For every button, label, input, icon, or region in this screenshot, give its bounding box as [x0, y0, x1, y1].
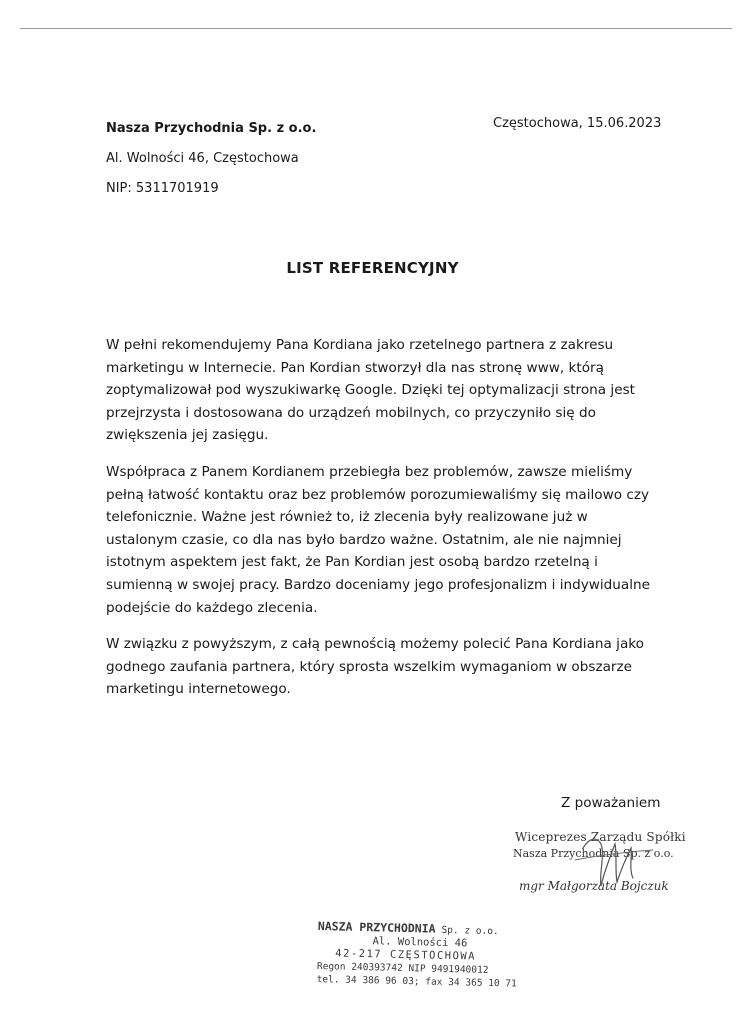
letter-title: LIST REFERENCYJNY — [286, 259, 459, 277]
stamp-street: Al. Wolności 46 — [372, 935, 468, 950]
sender-nip: NIP: 5311701919 — [106, 181, 219, 196]
sender-company: Nasza Przychodnia Sp. z o.o. — [106, 121, 317, 136]
closing-phrase: Z poważaniem — [561, 795, 661, 811]
stamp-signatory-name: mgr Małgorzata Bojczuk — [519, 879, 669, 893]
stamp-name: NASZA PRZYCHODNIA — [317, 919, 436, 936]
paragraph: W pełni rekomendujemy Pana Kordiana jako rzetelnego partnera z zakresu marketingu w Internecie. Pan Kordian stworzył dla nas stronę www, którą zoptymalizował pod wyszukiwarkę Google. Dzięki tej optymalizacji strona jest przejrzysta i dostosowana do urządzeń mobilnych, co przyczyniło się do zwiększenia jej zasięgu. — [106, 337, 635, 444]
handwritten-signature — [555, 830, 665, 895]
scan-edge-line — [20, 28, 732, 29]
place-and-date: Częstochowa, 15.06.2023 — [493, 116, 662, 131]
stamp-suffix: Sp. z o.o. — [441, 924, 499, 938]
company-rubber-stamp — [317, 920, 519, 991]
paragraph: Współpraca z Panem Kordianem przebiegła bez problemów, zawsze mieliśmy pełną łatwość kontaktu oraz bez problemów porozumiewaliśmy się mailowo czy telefonicznie. Ważne jest również to, iż zlecenia były realizowane już w ustalonym czasie, co dla nas było bardzo ważne. Ostatnim, ale nie najmniej istotnym aspektem jest fakt, że Pan Kordian jest osobą bardzo rzetelną i sumienną w swojej pracy. Bardzo doceniamy jego profesjonalizm i indywidualne podejście do każdego zlecenia. — [106, 463, 651, 616]
sender-address: Al. Wolności 46, Częstochowa — [106, 151, 299, 166]
stamp-city: 42-217 CZĘSTOCHOWA — [335, 947, 477, 963]
letter-body — [106, 334, 651, 715]
stamp-ids: Regon 240393742 NIP 9491940012 — [316, 960, 489, 976]
sender-block — [106, 114, 316, 204]
stamp-company-name: Nasza Przychodnia Sp. z o.o. — [513, 847, 674, 860]
stamp-phones: tel. 34 386 96 03; fax 34 365 10 71 — [316, 973, 517, 990]
stamp-position: Wiceprezes Zarządu Spółki — [515, 830, 686, 844]
paragraph: W związku z powyższym, z całą pewnością możemy polecić Pana Kordiana jako godnego zaufania partnera, który sprosta wszelkim wymaganiom w obszarze marketingu internetowego. — [106, 636, 644, 698]
